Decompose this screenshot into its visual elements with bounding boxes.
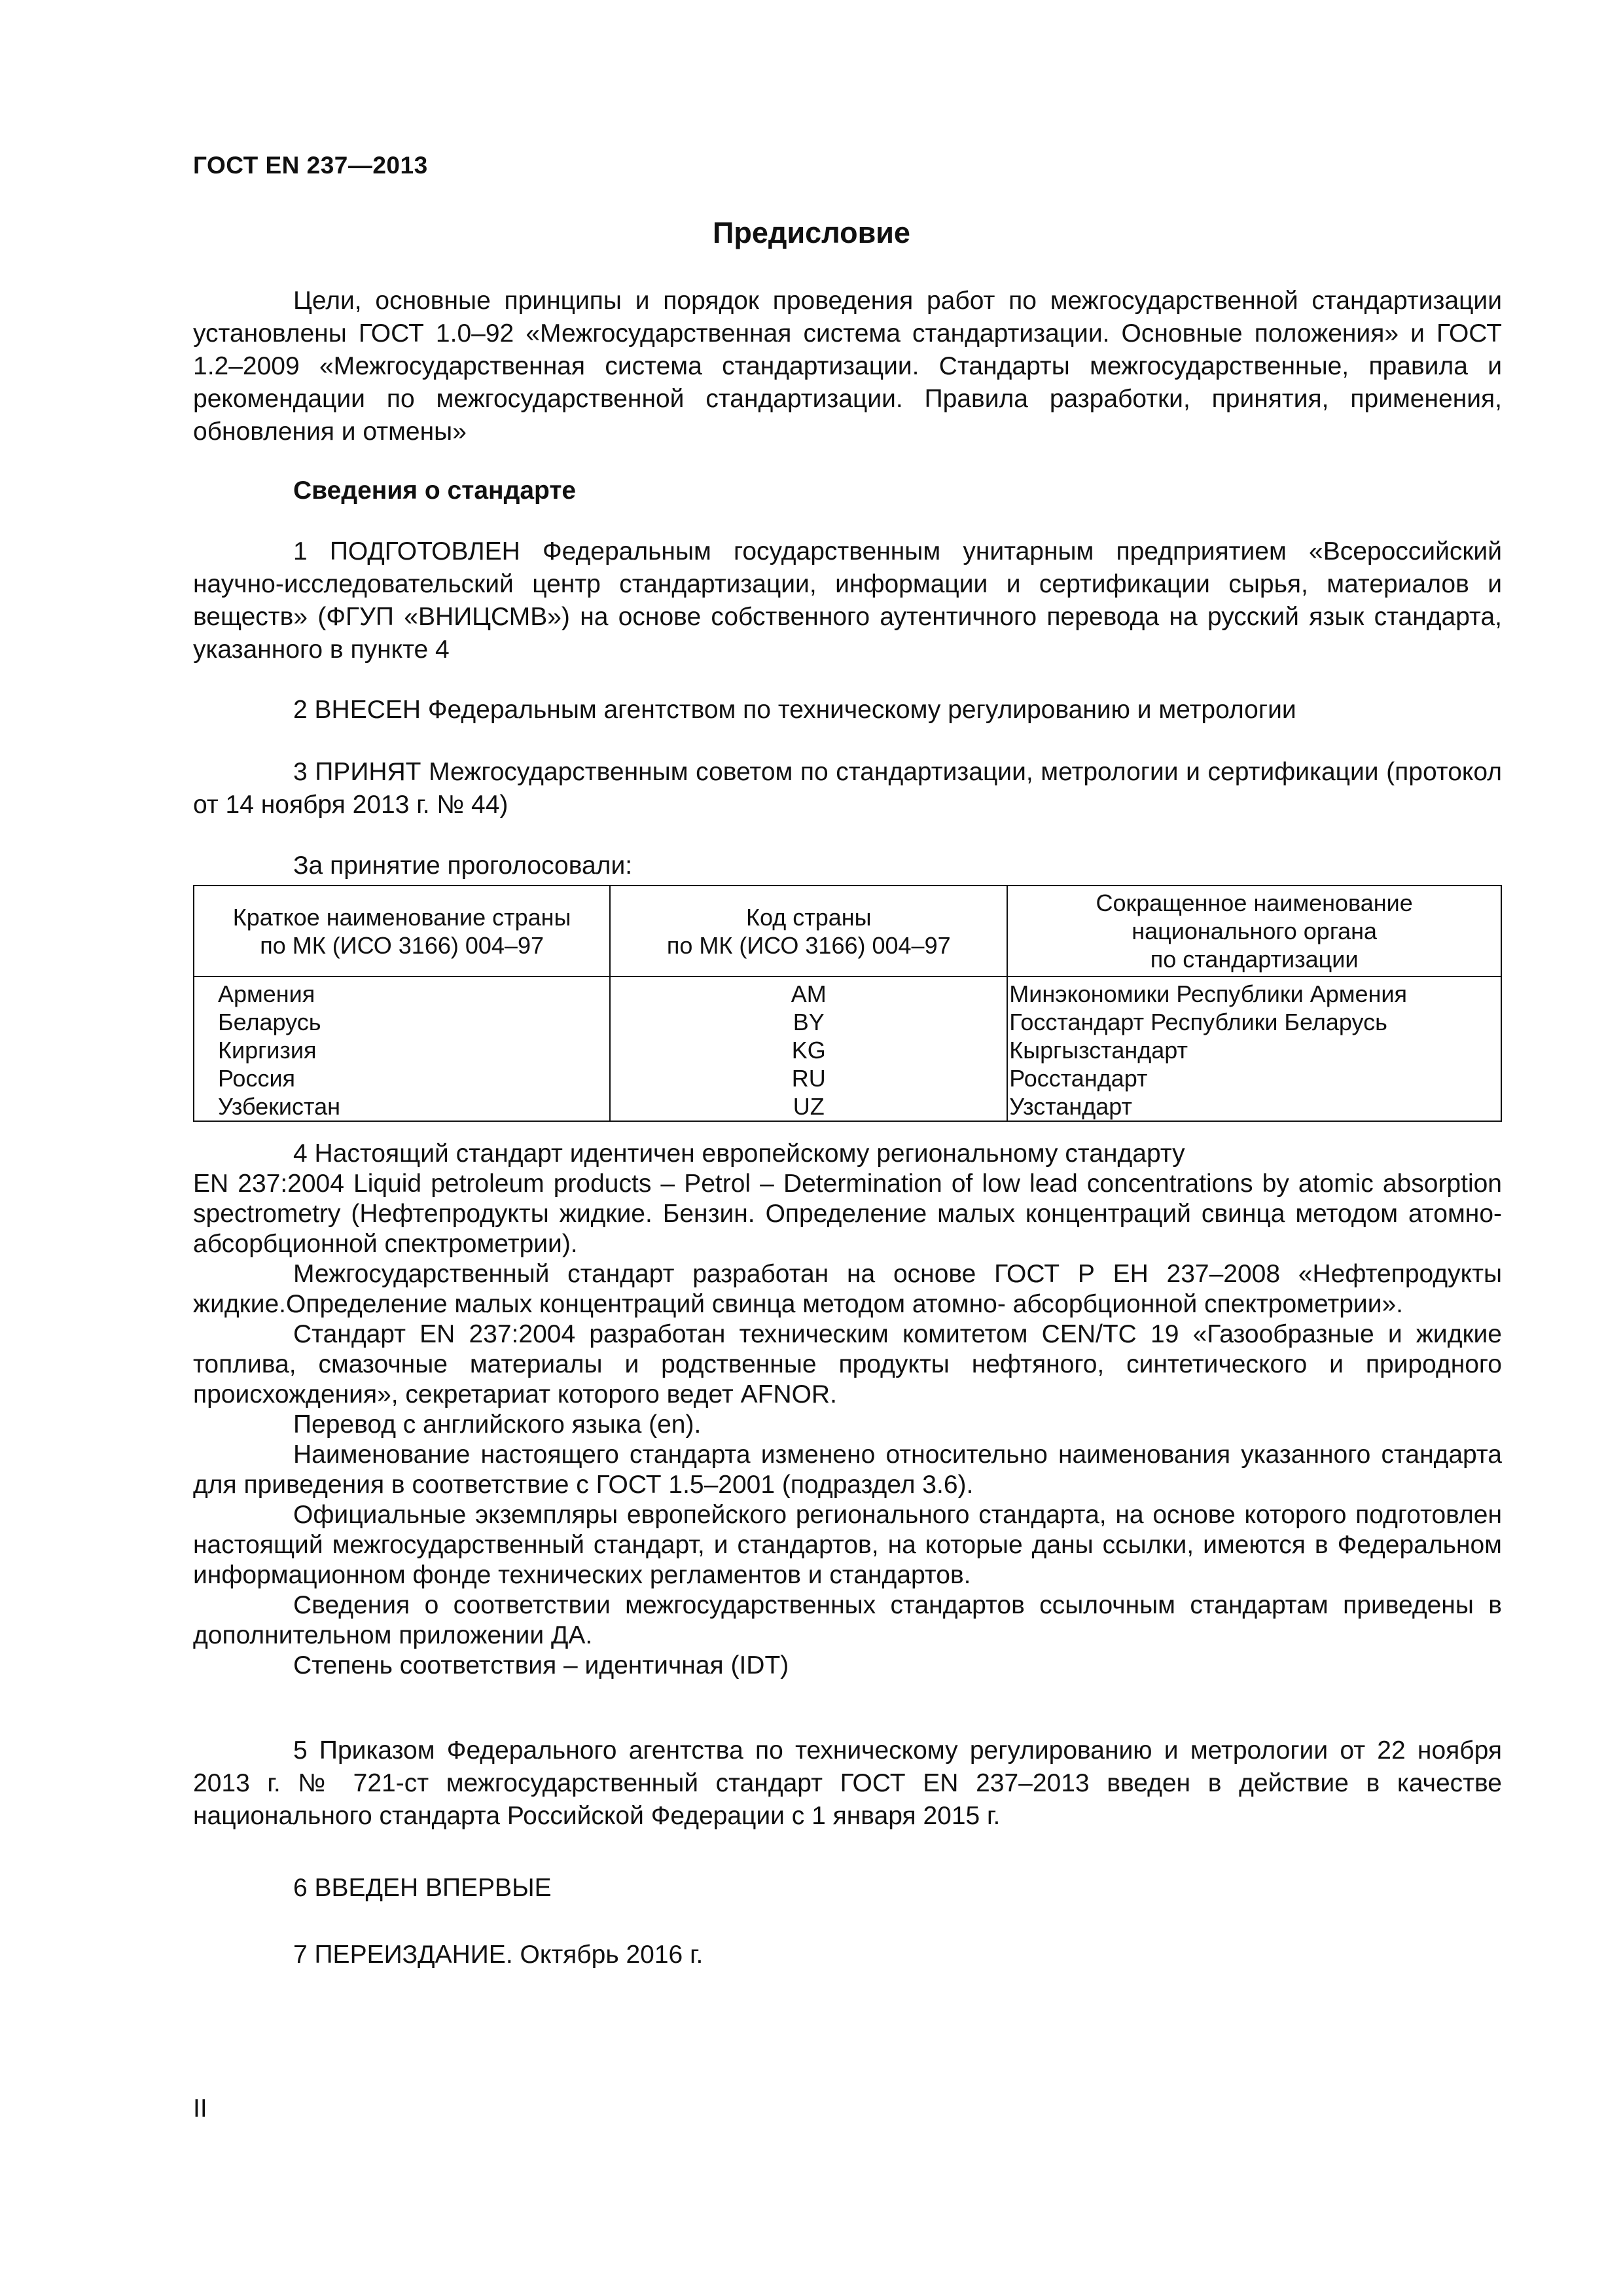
country-cell: Беларусь bbox=[194, 1008, 610, 1036]
code-cell: UZ bbox=[610, 1092, 1007, 1121]
item-4-committee: Стандарт EN 237:2004 разработан техническим комитетом CEN/TC 19 «Газообразные и жидкие топлива, смазочные материалы и родственные продукты нефтяного, синтетического и природного происхождения», секретариат которого ведет AFNOR. bbox=[193, 1320, 1502, 1408]
page-number: II bbox=[193, 2094, 207, 2123]
table-row bbox=[194, 1036, 1501, 1064]
header-country: Краткое наименование страны по МК (ИСО 3166) 004–97 bbox=[194, 886, 610, 977]
country-cell: Армения bbox=[194, 977, 610, 1008]
item-4-degree: Степень соответствия – идентичная (IDT) bbox=[293, 1651, 789, 1679]
header-code: Код страны по МК (ИСО 3166) 004–97 bbox=[610, 886, 1007, 977]
body-cell: Росстандарт bbox=[1007, 1064, 1501, 1092]
item-4-name-change: Наименование настоящего стандарта изменено относительно наименования указанного стандарта для приведения в соответствие с ГОСТ 1.5–2001 (подраздел 3.6). bbox=[193, 1441, 1502, 1499]
table-row bbox=[194, 1064, 1501, 1092]
header-national-body: Сокращенное наименование национального органа по стандартизации bbox=[1007, 886, 1501, 977]
item-5-paragraph: 5 Приказом Федерального агентства по техническому регулированию и метрологии от 22 ноября 2013 г. № 721-ст межгосударственный стандарт ГОСТ EN 237–2013 введен в действие в качестве национального стандарта Российской Федерации с 1 января 2015 г. bbox=[193, 1736, 1502, 1830]
section-subheading: Сведения о стандарте bbox=[293, 476, 577, 505]
country-cell: Узбекистан bbox=[194, 1092, 610, 1121]
document-header: ГОСТ EN 237—2013 bbox=[193, 152, 428, 179]
country-cell: Россия bbox=[194, 1064, 610, 1092]
item-2-paragraph: 2 ВНЕСЕН Федеральным агентством по техническому регулированию и метрологии bbox=[293, 696, 1296, 724]
code-cell: RU bbox=[610, 1064, 1007, 1092]
item-4-translation: Перевод с английского языка (en). bbox=[293, 1410, 702, 1439]
country-cell: Киргизия bbox=[194, 1036, 610, 1064]
body-cell: Минэкономики Республики Армения bbox=[1007, 977, 1501, 1008]
item-1-paragraph: 1 ПОДГОТОВЛЕН Федеральным государственным унитарным предприятием «Всероссийский научно-исследовательский центр стандартизации, информации и сертификации сырья, материалов и веществ» (ФГУП «ВНИЦСМВ») на основе собственного аутентичного перевода на русский язык стандарта, указанного в пункте 4 bbox=[193, 537, 1502, 664]
item-4-official-copies: Официальные экземпляры европейского регионального стандарта, на основе которого подготовлен настоящий межгосударственный стандарт, и стандартов, на которые даны ссылки, имеются в Федеральном информационном фонде технических регламентов и стандартов. bbox=[193, 1501, 1502, 1589]
code-cell: AM bbox=[610, 977, 1007, 1008]
item-4-block bbox=[193, 1139, 1502, 1681]
intro-paragraph: Цели, основные принципы и порядок проведения работ по межгосударственной стандартизации установлены ГОСТ 1.0–92 «Межгосударственная система стандартизации. Основные положения» и ГОСТ 1.2–2009 «Межгосударственная система стандартизации. Стандарты межгосударственные, правила и рекомендации по межгосударственной стандартизации. Правила разработки, принятия, применения, обновления и отмены» bbox=[193, 287, 1502, 446]
item-4-en-title: EN 237:2004 Liquid petroleum products – Petrol – Determination of low lead concentrations by atomic absorption spectrometry (Нефтепродукты жидкие. Бензин. Определение малых концентраций свинца методом атомно-абсорбционной спектрометрии). bbox=[193, 1170, 1502, 1258]
code-cell: BY bbox=[610, 1008, 1007, 1036]
item-7-paragraph: 7 ПЕРЕИЗДАНИЕ. Октябрь 2016 г. bbox=[293, 1941, 704, 1969]
page-title: Предисловие bbox=[713, 216, 910, 249]
item-3-paragraph: 3 ПРИНЯТ Межгосударственным советом по стандартизации, метрологии и сертификации (протокол от 14 ноября 2013 г. № 44) bbox=[193, 758, 1502, 819]
table-row bbox=[194, 1092, 1501, 1121]
body-cell: Узстандарт bbox=[1007, 1092, 1501, 1121]
countries-table bbox=[193, 885, 1502, 1122]
item-4-basis: Межгосударственный стандарт разработан на основе ГОСТ Р ЕН 237–2008 «Нефтепродукты жидкие.Определение малых концентраций свинца методом атомно- абсорбционной спектрометрии». bbox=[193, 1260, 1502, 1318]
item-4-conformity-info: Сведения о соответствии межгосударственных стандартов ссылочным стандартам приведены в дополнительном приложении ДА. bbox=[193, 1591, 1502, 1649]
table-row bbox=[194, 977, 1501, 1008]
vote-label: За принятие проголосовали: bbox=[293, 852, 633, 880]
item-6-paragraph: 6 ВВЕДЕН ВПЕРВЫЕ bbox=[293, 1874, 552, 1902]
table-header-row bbox=[194, 886, 1501, 977]
code-cell: KG bbox=[610, 1036, 1007, 1064]
body-cell: Кыргызстандарт bbox=[1007, 1036, 1501, 1064]
table-row bbox=[194, 1008, 1501, 1036]
body-cell: Госстандарт Республики Беларусь bbox=[1007, 1008, 1501, 1036]
item-4-lead: 4 Настоящий стандарт идентичен европейскому региональному стандарту bbox=[293, 1139, 1185, 1168]
